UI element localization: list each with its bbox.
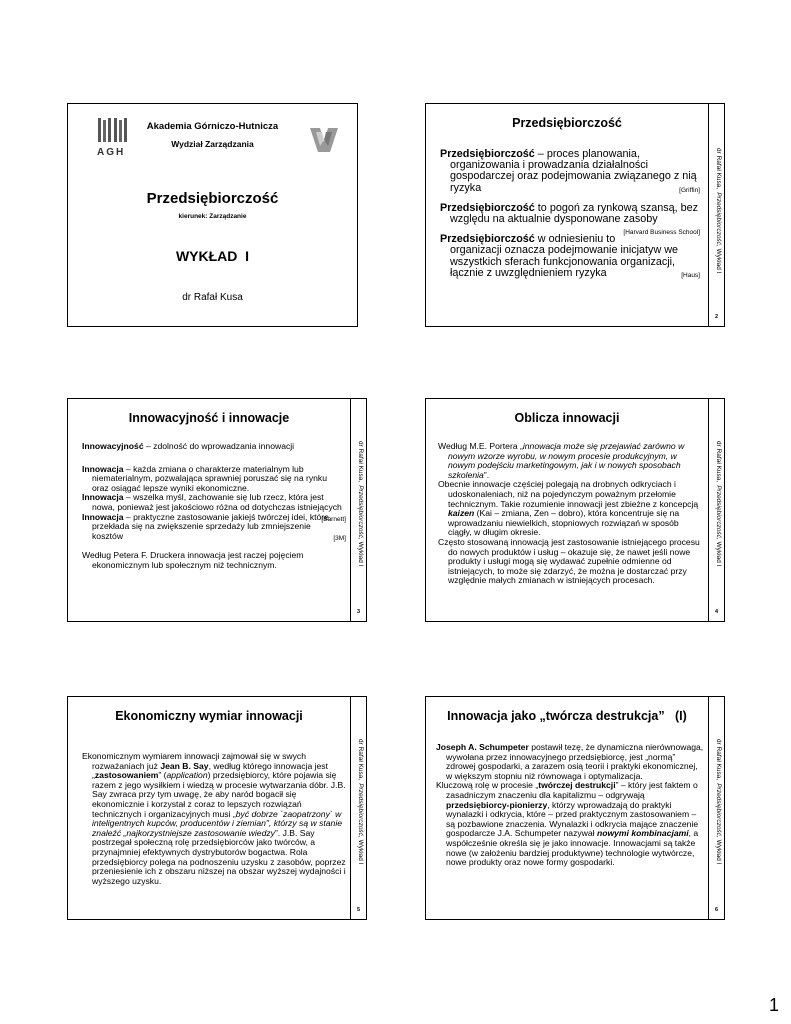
- author-name: dr Rafał Kusa: [182, 292, 243, 303]
- slide-number: 3: [356, 609, 361, 615]
- slide-title: Przedsiębiorczość: [512, 116, 622, 130]
- slide-number: 2: [714, 314, 719, 320]
- slide-body: [440, 149, 700, 285]
- slide-sidebar: [351, 697, 366, 919]
- university-name: Akademia Górniczo-Hutnicza: [146, 121, 279, 132]
- slide-title: Innowacja jako „twórcza destrukcja” (I): [447, 709, 687, 723]
- citation: [Haus]: [681, 271, 700, 279]
- slide-title: Oblicza innowacji: [514, 411, 620, 425]
- say-paragraph: Ekonomicznym wymiarem innowacji zajmował się w swych rozważaniach już Jean B. Say, według którego innowacja jest „zastosowaniem” (application) przedsiębiorcy, które pojawia się razem z jego wysiłkiem i wiedzą w procesie wytwarzania dóbr. J.B. Say zwraca przy tym uwagę, że aby naród bogacił się ekonomicznie i korzystał z coraz to lepszych rozwiązań technicznych i organizacyjnych musi „być dobrze `zaopatrzony` w inteligentnych kupców, producentów i ziemian", którzy są w stanie znaleźć „najkorzystniejsze zastosowanie wiedzy”. J.B. Say postrzegał społeczną rolę przedsiębiorców jako twórców, a przynajmniej efektywnych dystrybutorów bogactwa. Rola przedsiębiorcy polega na podnoszeniu uzysku z zasobów, poprzez przeniesienie ich z obszaru niższej na obszar wyższej wydajności i wyższego uzysku.: [82, 751, 346, 886]
- slide-title: Innowacyjność i innowacje: [128, 411, 290, 425]
- slide-sidebar: [351, 399, 366, 621]
- slide-number: 5: [356, 907, 361, 913]
- presentation-subtitle: kierunek: Zarządzanie: [178, 213, 247, 220]
- definition-innowacja-2: Innowacja – wszelka myśl, zachowanie się lub rzecz, która jest nowa, ponieważ jest jakościowo różna od dotychczas istniejących [Barnett]: [82, 492, 346, 523]
- definition-text: – proces planowania, organizowania i prowadzania działalności gospodarczej oraz podejmowania związanego z nią ryzyka: [450, 148, 697, 194]
- slide-title: Ekonomiczny wymiar innowacji: [115, 709, 303, 723]
- slide-4: [425, 398, 725, 622]
- porter-quote: Według M.E. Portera „innowacja może się przejawiać zarówno w nowym wzorze wyrobu, w nowym procesie produkcyjnym, w nowym podejściu marketingowym, jak i w nowych sposobach szkolenia”.: [438, 441, 685, 480]
- slide-2: [425, 103, 725, 327]
- definition-innowacja-3: Innowacja – praktyczne zastosowanie jakiejś twórczej idei, które przekłada się na zwiększenie sprzedaży lub zmniejszenie kosztów [3M]: [82, 511, 346, 542]
- page-number: 1: [768, 995, 779, 1015]
- slide-1: [67, 103, 358, 327]
- slide-content: [68, 697, 351, 919]
- kaizen-paragraph: Obecnie innowacje częściej polegają na drobnych odkryciach i udoskonaleniach, niż na pojedynczym poważnym przełomie technicznym. Takie rozumienie innowacji jest zbieżne z koncepcją kaizen (Kai – zmiana, Zen – dobro), która koncentruje się na wprowadzaniu niewielkich, stopniowych rozwiązań w sposób ciągły, w długim okresie.: [438, 479, 699, 538]
- slide-content: [426, 399, 709, 621]
- definition-3: [440, 234, 700, 279]
- slide-body: [436, 743, 704, 868]
- slide-5: [67, 696, 367, 920]
- slide-body: [82, 442, 346, 577]
- term: Przedsiębiorczość: [440, 201, 535, 214]
- lecture-label: WYKŁAD I: [175, 248, 250, 264]
- faculty-name: Wydział Zarządzania: [171, 139, 254, 149]
- slide-3: [67, 398, 367, 622]
- slide-6: [425, 696, 725, 920]
- definition-innowacyjnosc: Innowacyjność – zdolność do wprowadzania innowacji: [82, 441, 295, 451]
- citation: [Griffin]: [679, 186, 700, 194]
- term: Przedsiębiorczość: [440, 233, 535, 246]
- slide-content: [68, 399, 351, 621]
- sidebar-caption: dr Rafał Kusa,Przedsiębiorczość, Wykład I: [715, 441, 722, 567]
- slide-content: [426, 104, 709, 326]
- citation: [Barnett]: [321, 515, 346, 523]
- slide-body: [82, 752, 346, 892]
- citation: [Harvard Business School]: [623, 229, 700, 237]
- term: Przedsiębiorczość: [440, 148, 535, 160]
- sidebar-caption: dr Rafał Kusa,Przedsiębiorczość, Wykład I: [715, 739, 722, 865]
- sidebar-caption: dr Rafał Kusa,Przedsiębiorczość, Wykład I: [715, 148, 722, 274]
- slide-sidebar: [709, 104, 724, 326]
- slide-content: [426, 697, 709, 919]
- citation: [3M]: [333, 534, 346, 542]
- process-paragraph: Często stosowaną innowacją jest zastosowanie istniejącego procesu do nowych produktów i usług – okazuje się, że nawet jeśli nowe produkty i usługi mogą się wydawać zupełnie odmienne od istniejących, to może się zdarzyć, że można je dostarczać przy względnie małych zmianach w istniejących procesach.: [438, 536, 700, 586]
- sidebar-caption: dr Rafał Kusa,Przedsiębiorczość, Wykład I: [357, 441, 364, 567]
- agh-logo-text: AGH: [97, 147, 126, 158]
- sidebar-caption: dr Rafał Kusa,Przedsiębiorczość, Wykład I: [357, 739, 364, 865]
- definition-1: [440, 149, 700, 194]
- definition-innowacja-1: Innowacja – każda zmiana o charakterze materialnym lub niematerialnym, pozwalająca sprawniej poruszać się na rynku oraz osiągać lepsze wyniki ekonomiczne.: [82, 463, 328, 493]
- slide-sidebar: [709, 399, 724, 621]
- schumpeter-paragraph: Joseph A. Schumpeter postawił tezę, że dynamiczna nierównowaga, wywołana przez innowacyjnego przedsiębiorcę, jest „normą” zdrowej gospodarki, a zarazem osią teorii i praktyki ekonomicznej, w większym stopniu niż równowaga i optymalizacja.: [436, 742, 704, 781]
- slide-number: 6: [714, 907, 719, 913]
- definition-text: to pogoń za rynkową szansą, bez względu na aktualnie dysponowane zasoby: [450, 201, 699, 226]
- slide-number: 4: [714, 609, 719, 615]
- presentation-title: Przedsiębiorczość: [146, 190, 279, 207]
- drucker-quote: Według Petera F. Druckera innowacja jest raczej pojęciem ekonomicznym lub społecznym niż technicznym.: [82, 550, 304, 570]
- creative-destruction-paragraph: Kluczową rolę w procesie „twórczej destrukcji” – który jest faktem o zasadniczym znaczeniu dla kapitalizmu – odgrywają przedsiębiorcy-pionierzy, którzy wprowadzają do praktyki wynalazki i odkrycia, które – przed praktycznym zastosowaniem – są pozbawione znaczenia. Wynalazki i odkrycia mające znaczenie gospodarcze J.A. Schumpeter nazywał nowymi kombinacjami, a współcześnie określa się je jako innowacje. Innowacjami są także nowe (w założeniu bardziej produktywne) technologie wytwórcze, nowe produkty oraz nowe formy gospodarki.: [436, 780, 699, 868]
- definition-text: w odniesieniu to organizacji oznacza podejmowanie inicjatyw we wszystkich sferach funkcjonowania organizacji, łącznie z uwzględnieniem ryzyka: [450, 233, 679, 279]
- slide-sidebar: [709, 697, 724, 919]
- slide-body: [438, 442, 704, 586]
- definition-2: [440, 201, 700, 237]
